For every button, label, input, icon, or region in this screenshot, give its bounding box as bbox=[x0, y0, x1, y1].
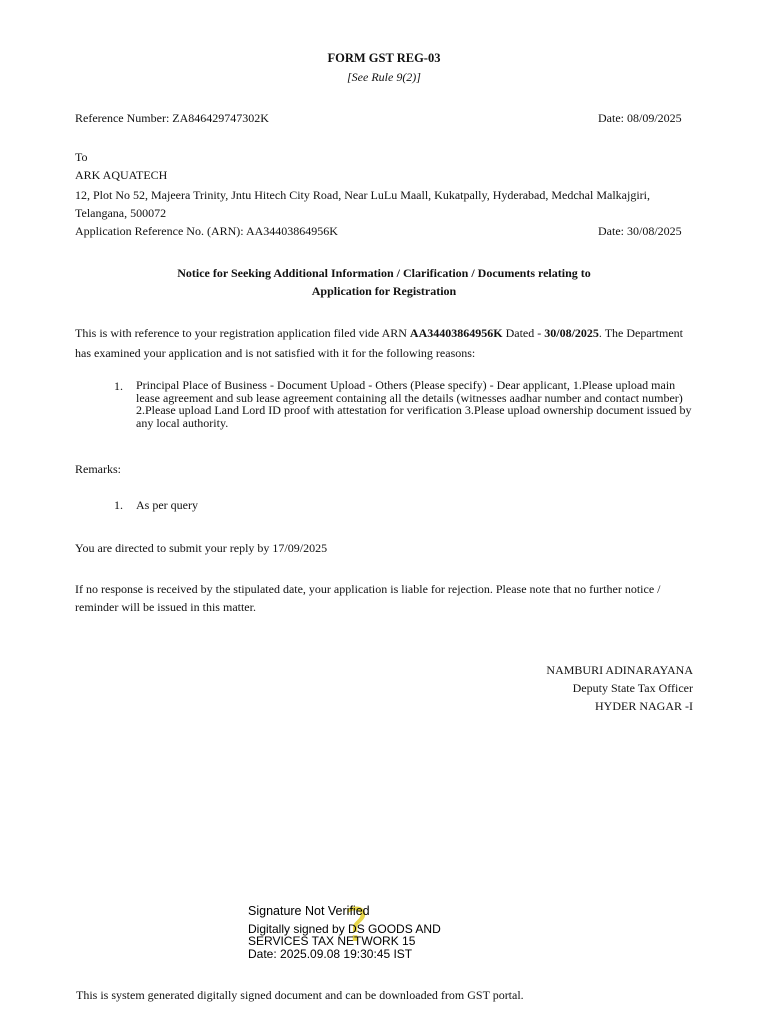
arn-line bbox=[75, 224, 338, 239]
recipient-name: ARK AQUATECH bbox=[75, 168, 168, 182]
intro-prefix: This is with reference to your registration application filed vide ARN bbox=[75, 326, 410, 340]
no-response-line-2: reminder will be issued in this matter. bbox=[75, 600, 256, 614]
notice-line-1: Notice for Seeking Additional Information / Clarification / Documents relating to bbox=[177, 266, 591, 280]
no-response-warning bbox=[75, 580, 675, 616]
address-line-1: 12, Plot No 52, Majeera Trinity, Jntu Hitech City Road, Near LuLu Maall, Kukatpally, Hyderabad, Medchal Malkajgiri, bbox=[75, 188, 650, 202]
rule-reference: [See Rule 9(2)] bbox=[347, 70, 421, 84]
signatory-designation: Deputy State Tax Officer bbox=[572, 681, 693, 695]
signatory-block bbox=[546, 661, 693, 715]
intro-arn: AA34403864956K bbox=[409, 326, 503, 340]
signature-line-1: Digitally signed by DS GOODS AND bbox=[248, 921, 441, 936]
arn-date-label: Date: bbox=[598, 224, 624, 238]
digital-signature bbox=[248, 905, 441, 960]
reference-date-label: Date: bbox=[598, 111, 624, 125]
to-label: To bbox=[75, 150, 88, 164]
remark-text: As per query bbox=[136, 498, 198, 512]
reference-value: ZA846429747302K bbox=[172, 111, 269, 125]
notice-line-2: Application for Registration bbox=[311, 284, 457, 298]
question-mark-icon: ? bbox=[344, 898, 369, 952]
recipient-address bbox=[75, 186, 675, 222]
signatory-office: HYDER NAGAR -I bbox=[595, 699, 693, 713]
reference-number bbox=[75, 111, 269, 126]
arn-label: Application Reference No. (ARN): bbox=[75, 224, 244, 238]
address-line-2: Telangana, 500072 bbox=[75, 206, 167, 220]
intro-suffix: . The Department has examined your application and is not satisfied with it for the following reasons: bbox=[75, 326, 684, 360]
intro-date: 30/08/2025 bbox=[544, 326, 599, 340]
reason-text: Principal Place of Business - Document Upload - Others (Please specify) - Dear applicant, 1.Please upload main lease agreement and sub lease agreement containing all the details (witnesses aadhar number and contact number) 2.Please upload Land Lord ID proof with attestation for verification 3.Please upload ownership document issued by any local authority. bbox=[136, 378, 692, 430]
reply-deadline: You are directed to submit your reply by 17/09/2025 bbox=[75, 541, 328, 555]
remarks-label: Remarks: bbox=[75, 462, 121, 476]
arn-date bbox=[598, 224, 682, 239]
intro-paragraph bbox=[75, 323, 693, 363]
arn-value: AA34403864956K bbox=[245, 224, 338, 238]
signature-line-3: Date: 2025.09.08 19:30:45 IST bbox=[248, 946, 413, 961]
footer-note: This is system generated digitally signed document and can be downloaded from GST portal. bbox=[76, 988, 524, 1002]
reference-label: Reference Number: bbox=[75, 111, 170, 125]
remark-number: 1. bbox=[114, 498, 123, 512]
no-response-line-1: If no response is received by the stipulated date, your application is liable for rejection. Please note that no further notice / bbox=[75, 582, 661, 596]
reason-number: 1. bbox=[114, 379, 123, 393]
reference-date bbox=[598, 111, 682, 126]
form-title: FORM GST REG-03 bbox=[327, 51, 441, 65]
intro-dated: Dated - bbox=[502, 326, 545, 340]
reference-date-value: 08/09/2025 bbox=[627, 111, 682, 125]
signatory-name: NAMBURI ADINARAYANA bbox=[546, 663, 693, 677]
arn-date-value: 30/08/2025 bbox=[627, 224, 682, 238]
signature-line-2: SERVICES TAX NETWORK 15 bbox=[248, 934, 416, 948]
notice-heading bbox=[0, 264, 768, 300]
signature-status: Signature Not Verified bbox=[248, 904, 370, 918]
